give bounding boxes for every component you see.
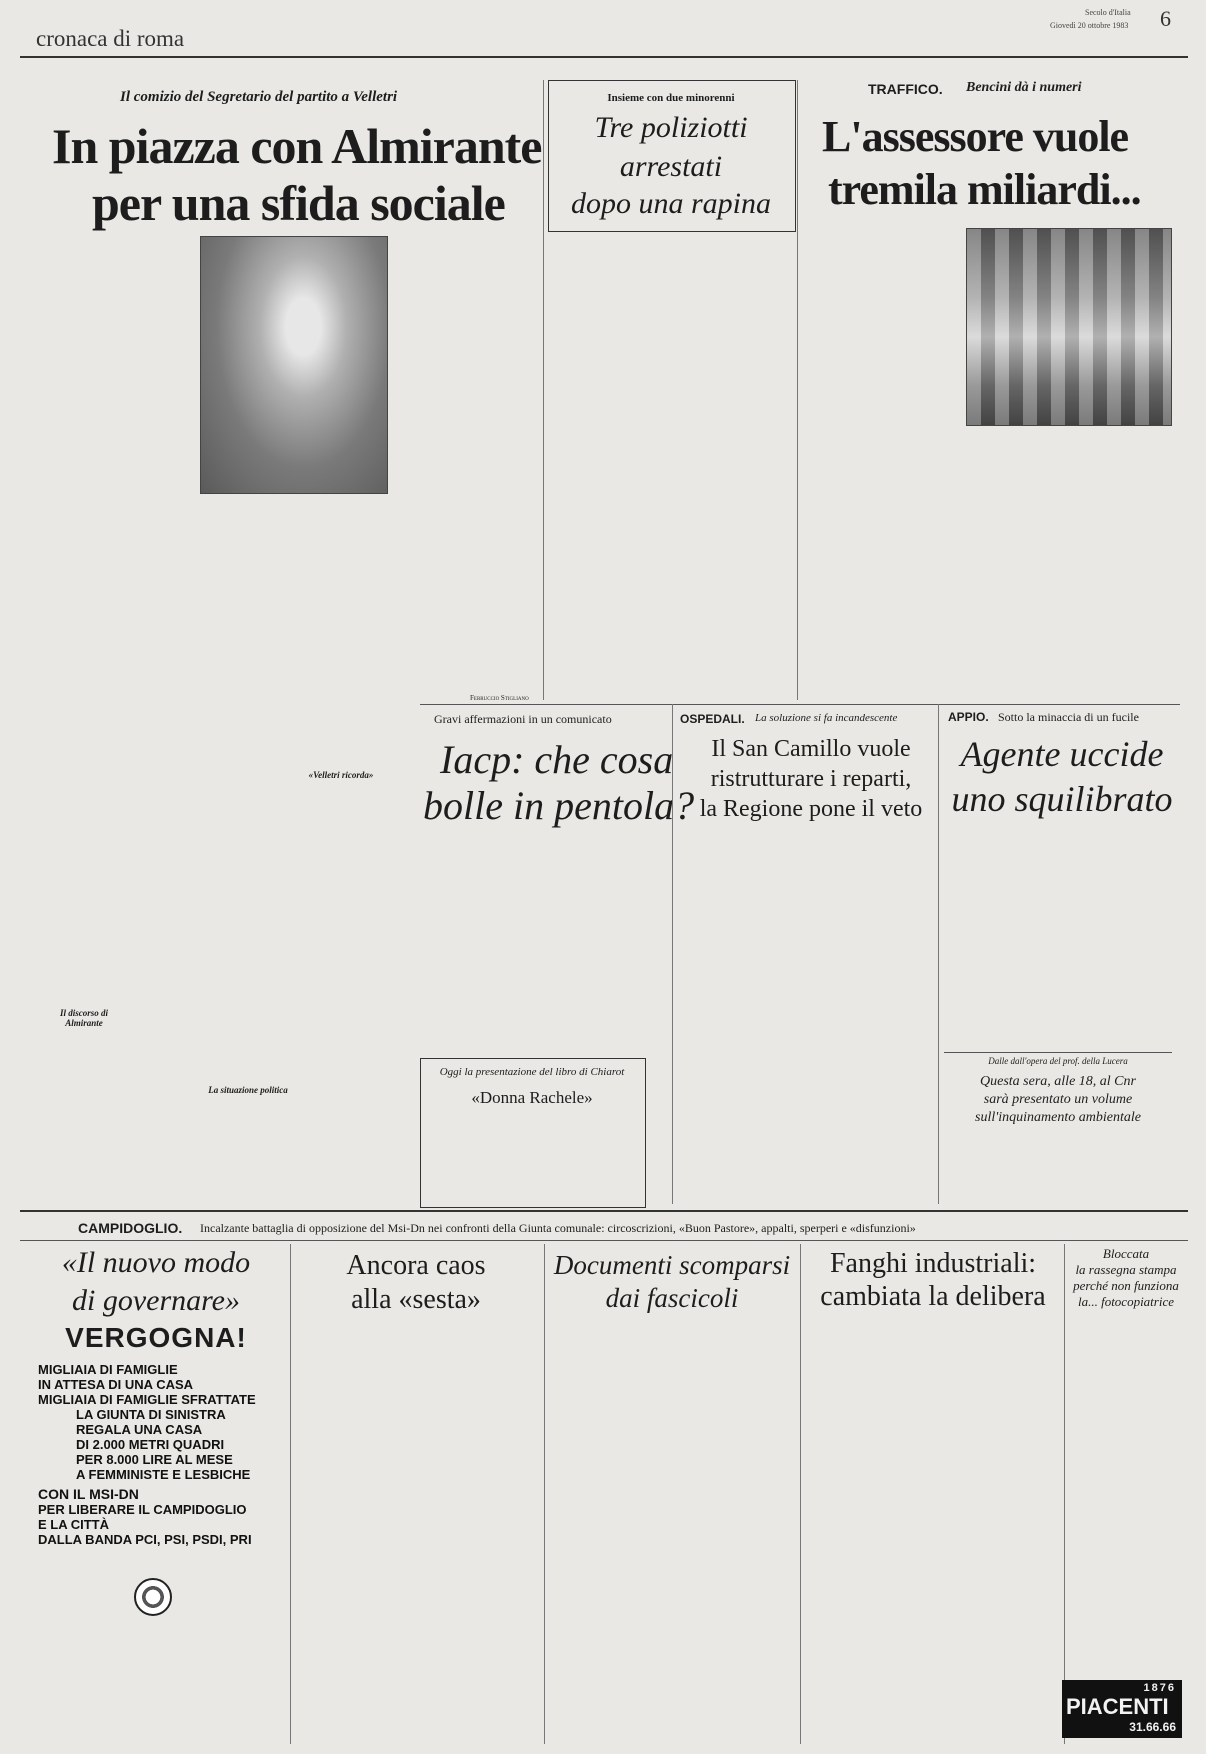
almirante-subhead-1: Il discorso di Almirante <box>59 1008 108 1028</box>
ospedali-headline-3: la Regione pone il veto <box>699 796 923 822</box>
rule-cnr-top <box>944 1052 1172 1053</box>
traffico-kicker: Bencini dà i numeri <box>966 80 1082 95</box>
cnr-line-3: sull'inquinamento ambientale <box>975 1110 1141 1125</box>
ospedali-tag: OSPEDALI. <box>680 712 745 726</box>
cnr-line-1: Questa sera, alle 18, al Cnr <box>980 1074 1136 1089</box>
party-emblem-icon <box>134 1578 172 1616</box>
ad-line-5: REGALA UNA CASA <box>76 1422 203 1437</box>
rule-almirante-right <box>543 80 544 700</box>
traffico-headline-2: tremila miliardi... <box>828 165 1141 214</box>
fanghi-headline-2: cambiata la delibera <box>820 1281 1046 1312</box>
ad-line-9: CON IL MSI-DN <box>38 1486 139 1502</box>
issue-date: Giovedì 20 ottobre 1983 <box>1050 21 1129 30</box>
cnr-text <box>950 1132 1168 1202</box>
donna-rachele-title: «Donna Rachele» <box>471 1088 593 1107</box>
poliziotti-text <box>554 232 790 692</box>
campidoglio-tag: CAMPIDOGLIO. <box>78 1220 183 1236</box>
appio-text-col1 <box>944 828 1054 1050</box>
almirante-text-col1c <box>46 1040 118 1200</box>
piacenti-phone: 31.66.66 <box>1129 1720 1176 1734</box>
caos-text <box>298 1326 538 1736</box>
appio-tag: APPIO. <box>948 710 989 724</box>
traffico-text-col1 <box>852 230 958 690</box>
rule-documenti-right <box>800 1244 801 1744</box>
iacp-headline-2: bolle in pentola? <box>423 783 695 828</box>
almirante-headline-2: per una sfida sociale <box>92 175 505 231</box>
ad-line-11: E LA CITTÀ <box>38 1517 110 1532</box>
rule-ad-right <box>290 1244 291 1744</box>
fanghi-headline-1: Fanghi industriali: <box>829 1248 1037 1279</box>
piacenti-since: 1876 <box>1143 1682 1176 1694</box>
ad-headline-1: «Il nuovo modo <box>61 1246 251 1279</box>
paper-name: Secolo d'Italia <box>1085 8 1131 17</box>
almirante-photo <box>200 236 388 494</box>
bloccata-line-1: Bloccata <box>1102 1246 1150 1261</box>
fanghi-text-col1 <box>808 1326 930 1736</box>
ospedali-text-col2 <box>808 832 932 1202</box>
page-number: 6 <box>1160 6 1171 31</box>
almirante-text-col4 <box>294 498 386 756</box>
iacp-kicker: Gravi affermazioni in un comunicato <box>434 712 612 726</box>
almirante-headline-1: In piazza con Almirante <box>52 118 542 174</box>
ad-shout: VERGOGNA! <box>65 1322 247 1353</box>
traffico-text-col3 <box>1072 430 1172 690</box>
ad-line-1: MIGLIAIA DI FAMIGLIE <box>38 1362 178 1377</box>
ad-fineprint <box>36 1622 280 1718</box>
poliziotti-headline-3: dopo una rapina <box>570 187 771 220</box>
ospedali-headline-2: ristrutturare i reparti, <box>710 766 912 792</box>
rule-caos-right <box>544 1244 545 1744</box>
piacenti-name: PIACENTI <box>1066 1694 1169 1719</box>
piacenti-ad <box>1062 1680 1182 1738</box>
almirante-text-col3b <box>206 1112 288 1202</box>
rule-fanghi-right <box>1064 1244 1065 1744</box>
ad-line-8: A FEMMINISTE E LESBICHE <box>76 1467 251 1482</box>
rule-campidoglio-bottom <box>20 1240 1188 1241</box>
caos-headline-2: alla «sesta» <box>351 1284 481 1315</box>
ad-headline-2: di governare» <box>71 1284 241 1317</box>
ad-line-7: PER 8.000 LIRE AL MESE <box>76 1452 233 1467</box>
rule-ospedali-right <box>938 704 939 1204</box>
almirante-text-col1 <box>46 238 194 543</box>
bloccata-line-3: perché non funziona <box>1073 1278 1179 1293</box>
poliziotti-headline-2: arrestati <box>619 150 723 183</box>
fanghi-text-col2 <box>936 1326 1058 1736</box>
documenti-headline-1: Documenti scomparsi <box>553 1250 791 1280</box>
iacp-headline-1: Iacp: che cosa <box>440 737 674 782</box>
traffico-text-col2 <box>966 430 1066 690</box>
almirante-kicker: Il comizio del Segretario del partito a Velletri <box>120 89 398 105</box>
rule-middle-top <box>420 704 1180 705</box>
ad-body <box>38 1362 278 1547</box>
campidoglio-kicker: Incalzante battaglia di opposizione del Msi-Dn nei confronti della Giunta comunale: circoscrizioni, «Buon Pastore», appalti, sperperi e «disfunzioni» <box>200 1221 916 1235</box>
section-title: cronaca di roma <box>36 26 185 51</box>
almirante-text-col1b <box>46 556 118 1000</box>
rule-poliziotti-right <box>797 80 798 700</box>
ad-line-4: LA GIUNTA DI SINISTRA <box>76 1407 226 1422</box>
documenti-text-col1 <box>552 1326 670 1736</box>
appio-headline-2: uno squilibrato <box>951 779 1173 819</box>
poliziotti-kicker: Insieme con due minorenni <box>607 92 735 104</box>
traffico-headline-1: L'assessore vuole <box>822 112 1129 161</box>
documenti-headline-2: dai fascicoli <box>605 1283 739 1313</box>
donna-rachele-kicker: Oggi la presentazione del libro di Chiarot <box>439 1066 625 1078</box>
almirante-text-col3 <box>206 620 288 1080</box>
masthead-rule <box>20 56 1188 58</box>
ad-line-3: MIGLIAIA DI FAMIGLIE SFRATTATE <box>38 1392 256 1407</box>
poliziotti-byline: Ferruccio Stigliano <box>470 694 529 702</box>
traffic-photo <box>966 228 1172 426</box>
caos-headline-1: Ancora caos <box>346 1250 486 1281</box>
almirante-text-col2 <box>124 556 200 996</box>
rule-iacp-right <box>672 704 673 1204</box>
bloccata-text <box>1070 1318 1184 1676</box>
almirante-text-col5 <box>392 230 468 670</box>
iacp-text-col1 <box>420 832 526 1050</box>
bloccata-line-2: la rassegna stampa <box>1075 1262 1177 1277</box>
poliziotti-headline-1: Tre poliziotti <box>594 111 748 144</box>
appio-headline-1: Agente uccide <box>960 734 1164 774</box>
traffico-tag: TRAFFICO. <box>868 81 943 97</box>
almirante-subhead-3: «Velletri ricorda» <box>308 770 374 780</box>
ad-line-12: DALLA BANDA PCI, PSI, PSDI, PRI <box>38 1532 252 1547</box>
rule-campidoglio-top <box>20 1210 1188 1212</box>
ospedali-kicker: La soluzione si fa incandescente <box>755 712 898 724</box>
almirante-photo-caption <box>200 498 290 618</box>
ad-line-10: PER LIBERARE IL CAMPIDOGLIO <box>38 1502 247 1517</box>
ospedali-text-col1 <box>680 832 800 1202</box>
donna-rachele-text <box>428 1120 638 1200</box>
appio-kicker: Sotto la minaccia di un fucile <box>998 710 1139 724</box>
iacp-text-col2 <box>532 832 644 1050</box>
bloccata-line-4: la... fotocopiatrice <box>1077 1294 1175 1309</box>
appio-text-col2 <box>1062 828 1172 1050</box>
ad-line-2: IN ATTESA DI UNA CASA <box>38 1377 194 1392</box>
cnr-kicker: Dalle dall'opera del prof. della Lucera <box>988 1056 1128 1066</box>
cnr-line-2: sarà presentato un volume <box>983 1092 1133 1107</box>
ad-line-6: DI 2.000 METRI QUADRI <box>76 1437 225 1452</box>
documenti-text-col2 <box>676 1326 794 1736</box>
almirante-subhead-2: La situazione politica <box>208 1085 288 1095</box>
ospedali-headline-1: Il San Camillo vuole <box>711 736 911 762</box>
almirante-text-col4b <box>294 800 386 1200</box>
